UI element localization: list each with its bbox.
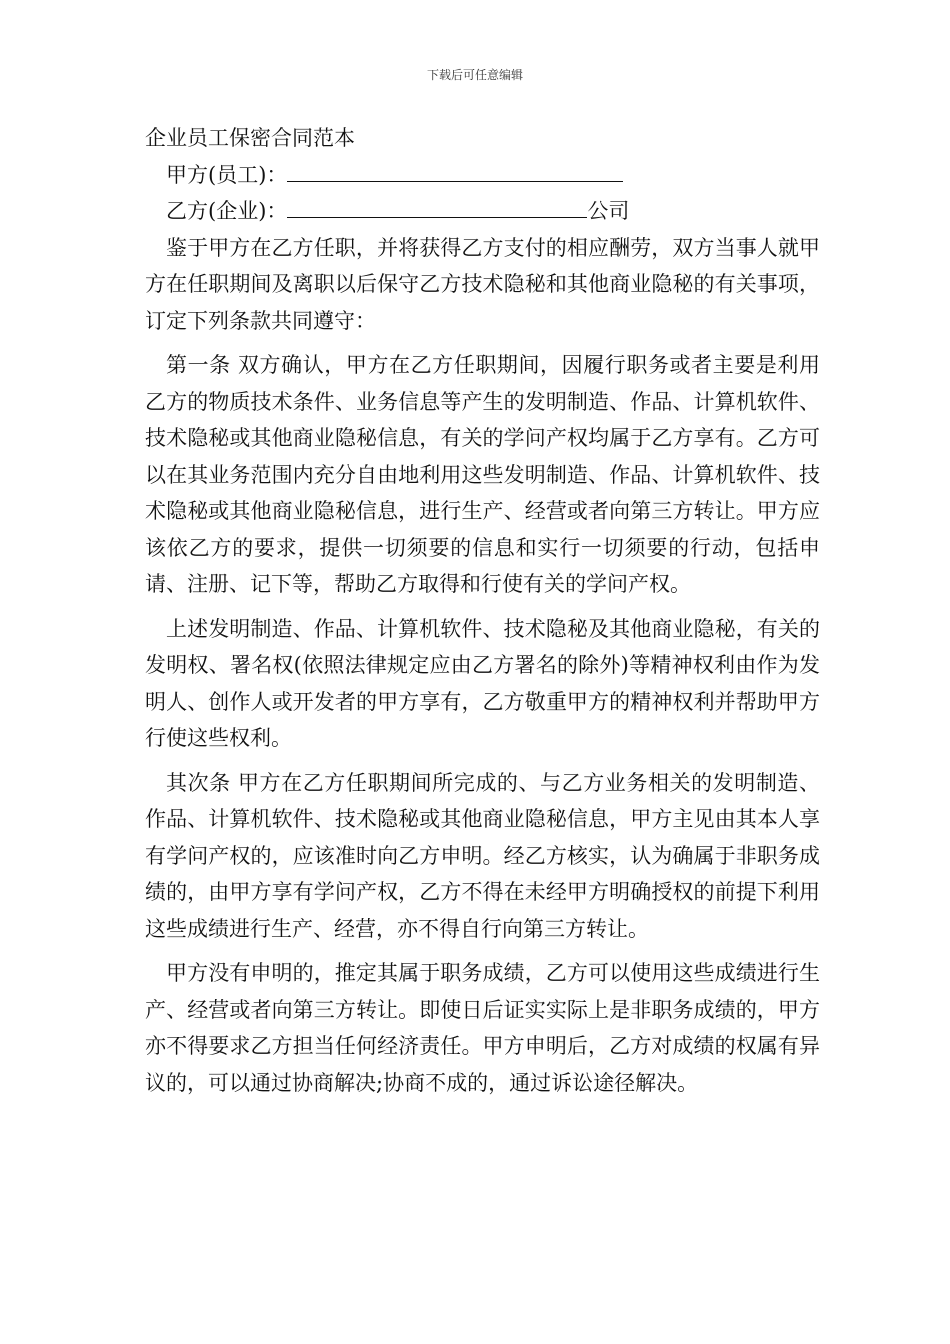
party-b-line (145, 193, 820, 230)
paragraph-text: 上述发明制造、作品、计算机软件、技术隐秘及其他商业隐秘，有关的发明权、署名权(依照法律规定应由乙方署名的除外)等精神权利由作为发明人、创作人或开发者的甲方享有，乙方敬重甲方的精神权利并帮助甲方行使这些权利。 (145, 616, 820, 750)
party-b-suffix: 公司 (587, 199, 630, 223)
paragraph-article-2 (145, 765, 820, 948)
document-title: 企业员工保密合同范本 (145, 126, 355, 150)
paragraph-text: 第一条 双方确认，甲方在乙方任职期间，因履行职务或者主要是利用乙方的物质技术条件、业务信息等产生的发明制造、作品、计算机软件、技术隐秘或其他商业隐秘信息，有关的学问产权均属于乙方享有。乙方可以在其业务范围内充分自由地利用这些发明制造、作品、计算机软件、技术隐秘或其他商业隐秘信息，进行生产、经营或者向第三方转让。甲方应该依乙方的要求，提供一切须要的信息和实行一切须要的行动，包括申请、注册、记下等，帮助乙方取得和行使有关的学问产权。 (145, 353, 820, 596)
header-note: 下载后可任意编辑 (426, 68, 523, 82)
paragraph-text: 甲方没有申明的，推定其属于职务成绩，乙方可以使用这些成绩进行生产、经营或者向第三方转让。即使日后证实实际上是非职务成绩的，甲方亦不得要求乙方担当任何经济责任。甲方申明后，乙方对成绩的权属有异议的，可以通过协商解决;协商不成的，通过诉讼途径解决。 (145, 961, 820, 1095)
paragraph-preamble (145, 230, 820, 340)
party-b-blank[interactable] (287, 195, 587, 218)
document-body (145, 120, 820, 1109)
paragraph-article-1 (145, 347, 820, 603)
paragraph-undeclared (145, 955, 820, 1101)
paragraph-text: 鉴于甲方在乙方任职，并将获得乙方支付的相应酬劳，双方当事人就甲方在任职期间及离职以后保守乙方技术隐秘和其他商业隐秘的有关事项，订定下列条款共同遵守： (145, 235, 820, 333)
paragraph-moral-rights (145, 611, 820, 757)
party-a-line (145, 157, 820, 194)
party-a-label: 甲方(员工)： (166, 162, 288, 187)
party-a-blank[interactable] (287, 159, 623, 182)
party-b-label: 乙方(企业)： (166, 199, 288, 223)
paragraph-text: 其次条 甲方在乙方任职期间所完成的、与乙方业务相关的发明制造、作品、计算机软件、技术隐秘或其他商业隐秘信息，甲方主见由其本人享有学问产权的，应该准时向乙方申明。经乙方核实，认为确属于非职务成绩的，由甲方享有学问产权，乙方不得在未经甲方明确授权的前提下利用这些成绩进行生产、经营，亦不得自行向第三方转让。 (145, 770, 820, 941)
